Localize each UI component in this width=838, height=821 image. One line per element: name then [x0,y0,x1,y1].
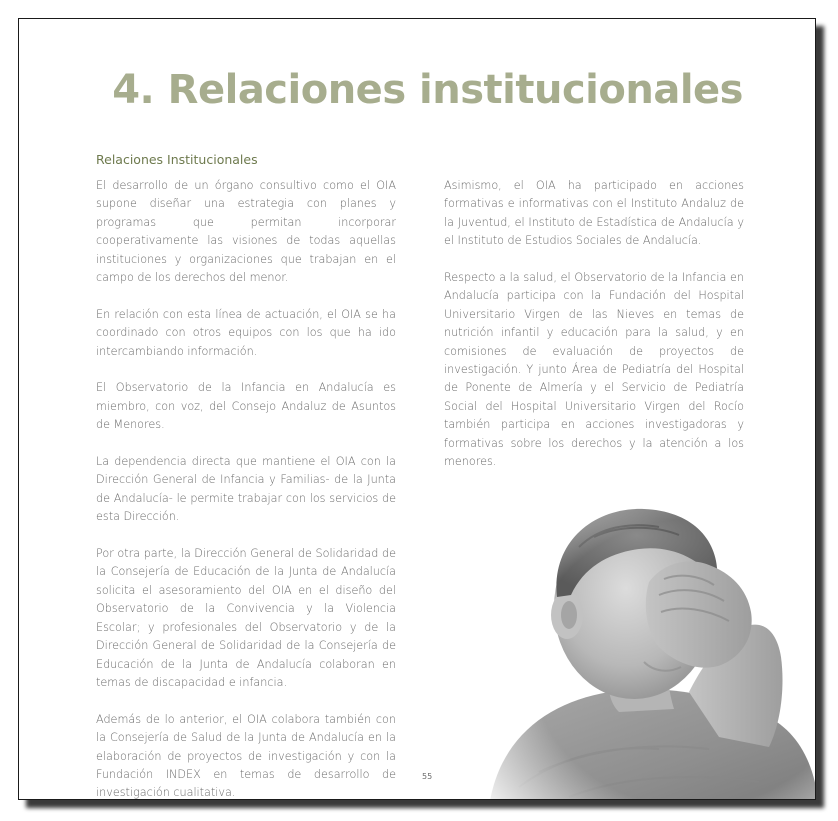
document-page [18,18,816,800]
paragraph: Por otra parte, la Dirección General de Solidaridad de la Consejería de Educación de la Junta de Andalucía solicita el asesoramiento del OIA en el diseño del Observatorio de la Convivencia y la Violencia Escolar; y profesionales del Observatorio y de la Dirección General de Solidaridad de la Consejería de Educación de la Junta de Andalucía colaboran en temas de discapacidad e infancia. [96,547,396,689]
left-text-column [96,177,396,800]
paragraph: El desarrollo de un órgano consultivo como el OIA supone diseñar una estrategia con planes y programas que permitan incorporar cooperativamente las visiones de todas aquellas instituciones y organizaciones que trabajan en el campo de los derechos del menor. [96,179,396,285]
child-photo [459,487,816,800]
paragraph: Además de lo anterior, el OIA colabora también con la Consejería de Salud de la Junta de Andalucía en la elaboración de proyectos de investigación y con la Fundación INDEX en temas de desarrollo de investigación cualitativa. [96,712,396,800]
paragraph: El Observatorio de la Infancia en Andalucía es miembro, con voz, del Consejo Andaluz de Asuntos de Menores. [96,381,396,432]
paragraph: La dependencia directa que mantiene el OIA con la Dirección General de Infancia y Familias- de la Junta de Andalucía- le permite trabajar con los servicios de esta Dirección. [96,455,396,524]
paragraph: En relación con esta línea de actuación, el OIA se ha coordinado con otros equipos con los que ha ido intercambiando información. [96,307,396,358]
section-heading: Relaciones Institucionales [96,152,258,167]
page-number: 55 [422,772,433,781]
paragraph: Respecto a la salud, el Observatorio de la Infancia en Andalucía participa con la Fundación del Hospital Universitario Virgen de las Nieves en temas de nutrición infantil y educación para la salud, y en comisiones de evaluación de proyectos de investigación. Y junto Área de Pediatría del Hospital de Ponente de Almería y el Servicio de Pediatría Social del Hospital Universitario Virgen del Rocío también participa en acciones investigadoras y formativas sobre los derechos y la atención a los menores. [444,271,744,469]
page-title: 4. Relaciones institucionales [112,67,743,113]
paragraph: Asimismo, el OIA ha participado en acciones formativas e informativas con el Instituto Andaluz de la Juventud, el Instituto de Estadística de Andalucía y el Instituto de Estudios Sociales de Andalucía. [444,179,744,248]
right-text-column [444,177,744,490]
